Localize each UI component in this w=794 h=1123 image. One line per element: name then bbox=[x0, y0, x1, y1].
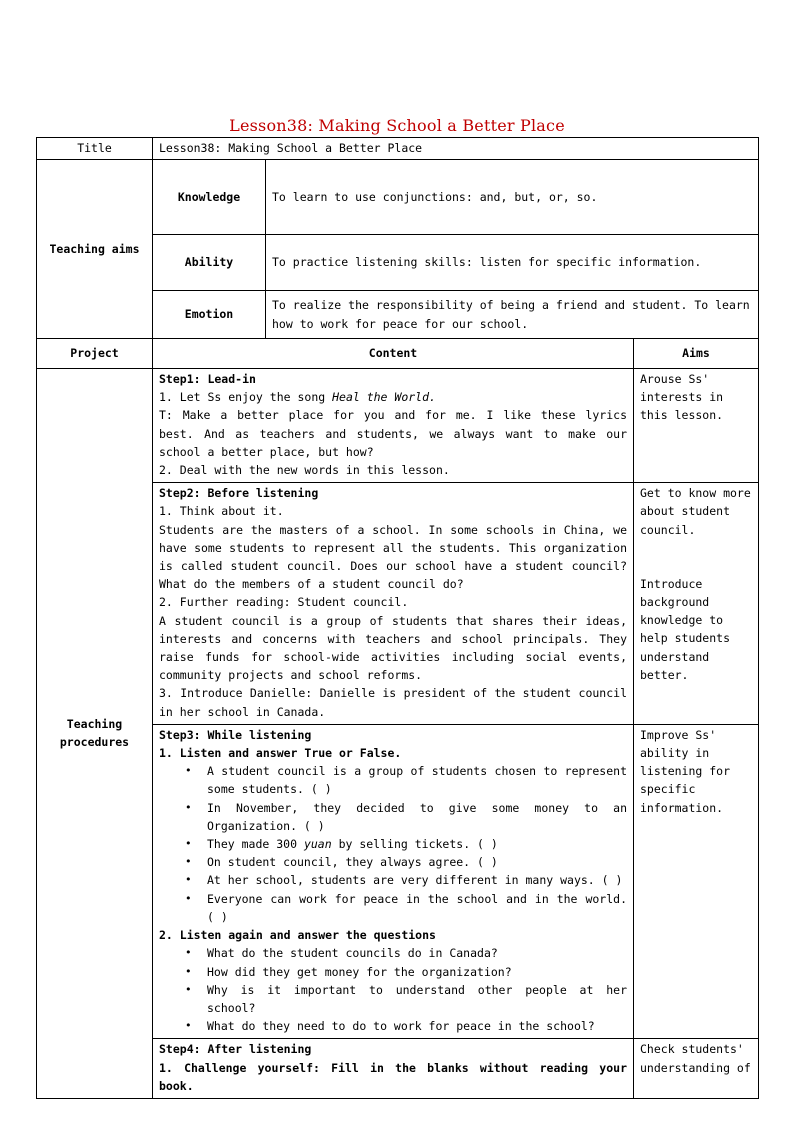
content-header: Content bbox=[153, 339, 634, 369]
document-title: Lesson38: Making School a Better Place bbox=[229, 116, 565, 135]
step2-line: 3. Introduce Danielle: Danielle is president of the student council in her school in Canada. bbox=[159, 686, 627, 719]
questions-list bbox=[159, 944, 627, 1035]
aims-spacer bbox=[640, 539, 752, 575]
project-header: Project bbox=[37, 339, 153, 369]
step1-line1 bbox=[159, 388, 627, 406]
song-title: Heal the World. bbox=[332, 390, 436, 405]
title-label: Title bbox=[37, 138, 153, 160]
teaching-procedures-label: Teaching procedures bbox=[37, 369, 153, 1099]
question-item: • How did they get money for the organization? bbox=[159, 963, 627, 981]
true-false-list bbox=[159, 762, 627, 926]
step2-line: 1. Think about it. bbox=[159, 504, 284, 519]
step3-title: Step3: While listening bbox=[159, 727, 312, 742]
tf-item: • Everyone can work for peace in the school and in the world. ( ) bbox=[159, 890, 627, 926]
emotion-label: Emotion bbox=[153, 291, 266, 339]
question-item: • What do the student councils do in Canada? bbox=[159, 944, 627, 962]
lesson-plan-table bbox=[36, 137, 759, 1099]
step1-aim: Arouse Ss' interests in this lesson. bbox=[634, 369, 759, 483]
step3-sub1: 1. Listen and answer True or False. bbox=[159, 746, 402, 761]
question-item: • What do they need to do to work for peace in the school? bbox=[159, 1017, 627, 1035]
knowledge-text: To learn to use conjunctions: and, but, or, so. bbox=[266, 160, 759, 235]
step1-line1-prefix: 1. Let Ss enjoy the song bbox=[159, 390, 333, 405]
step2-content bbox=[153, 483, 634, 725]
aims-row-knowledge bbox=[37, 160, 759, 235]
step2-line: A student council is a group of students that shares their ideas, interests and concerns with teachers and school principals. They raise funds for school-wide activities including social events, community projects and school reforms. bbox=[159, 613, 627, 683]
step2-line: 2. Further reading: Student council. bbox=[159, 595, 409, 610]
title-value: Lesson38: Making School a Better Place bbox=[153, 138, 759, 160]
step2-aims bbox=[634, 483, 759, 725]
step1-content bbox=[153, 369, 634, 483]
question-item: • Why is it important to understand other people at her school? bbox=[159, 981, 627, 1017]
step2-aim-1: Get to know more about student council. bbox=[640, 486, 751, 537]
emotion-text: To realize the responsibility of being a friend and student. To learn how to work for peace for our school. bbox=[266, 291, 759, 339]
step1-title: Step1: Lead-in bbox=[159, 372, 256, 386]
teaching-aims-label: Teaching aims bbox=[37, 160, 153, 339]
tf-item: • At her school, students are very different in many ways. ( ) bbox=[159, 871, 627, 889]
step4-sub1: 1. Challenge yourself: Fill in the blanks without reading your book. bbox=[159, 1060, 627, 1093]
step4-content bbox=[153, 1039, 634, 1099]
aims-header: Aims bbox=[634, 339, 759, 369]
step2-line: Students are the masters of a school. In some schools in China, we have some students to represent all the students. This organization is called student council. Does our school have a student council? What do the members of a student council do? bbox=[159, 522, 627, 592]
step2-aim-2: Introduce background knowledge to help students understand better. bbox=[640, 576, 731, 682]
tf-item: • In November, they decided to give some money to an Organization. ( ) bbox=[159, 799, 627, 835]
currency-word: yuan bbox=[303, 837, 332, 852]
ability-label: Ability bbox=[153, 235, 266, 291]
ability-text: To practice listening skills: listen for specific information. bbox=[266, 235, 759, 291]
tf-item: • A student council is a group of students chosen to represent some students. ( ) bbox=[159, 762, 627, 798]
title-row bbox=[37, 138, 759, 160]
tf-item: • They made 300 yuan by selling tickets. ( ) bbox=[159, 835, 627, 853]
step1-row bbox=[37, 369, 759, 483]
step3-sub2: 2. Listen again and answer the questions bbox=[159, 928, 436, 943]
step2-title: Step2: Before listening bbox=[159, 486, 319, 501]
step3-aim: Improve Ss' ability in listening for specific information. bbox=[634, 724, 759, 1038]
step1-line3: 2. Deal with the new words in this lesson. bbox=[159, 463, 450, 478]
tf-item: • On student council, they always agree. ( ) bbox=[159, 853, 627, 871]
knowledge-label: Knowledge bbox=[153, 160, 266, 235]
step3-content bbox=[153, 724, 634, 1038]
step4-aim: Check students' understanding of bbox=[634, 1039, 759, 1099]
column-header-row bbox=[37, 339, 759, 369]
step4-title: Step4: After listening bbox=[159, 1042, 312, 1057]
step1-line2: T: Make a better place for you and for me. I like these lyrics best. And as teachers and students, we always want to make our school a better place, but how? bbox=[159, 408, 627, 459]
